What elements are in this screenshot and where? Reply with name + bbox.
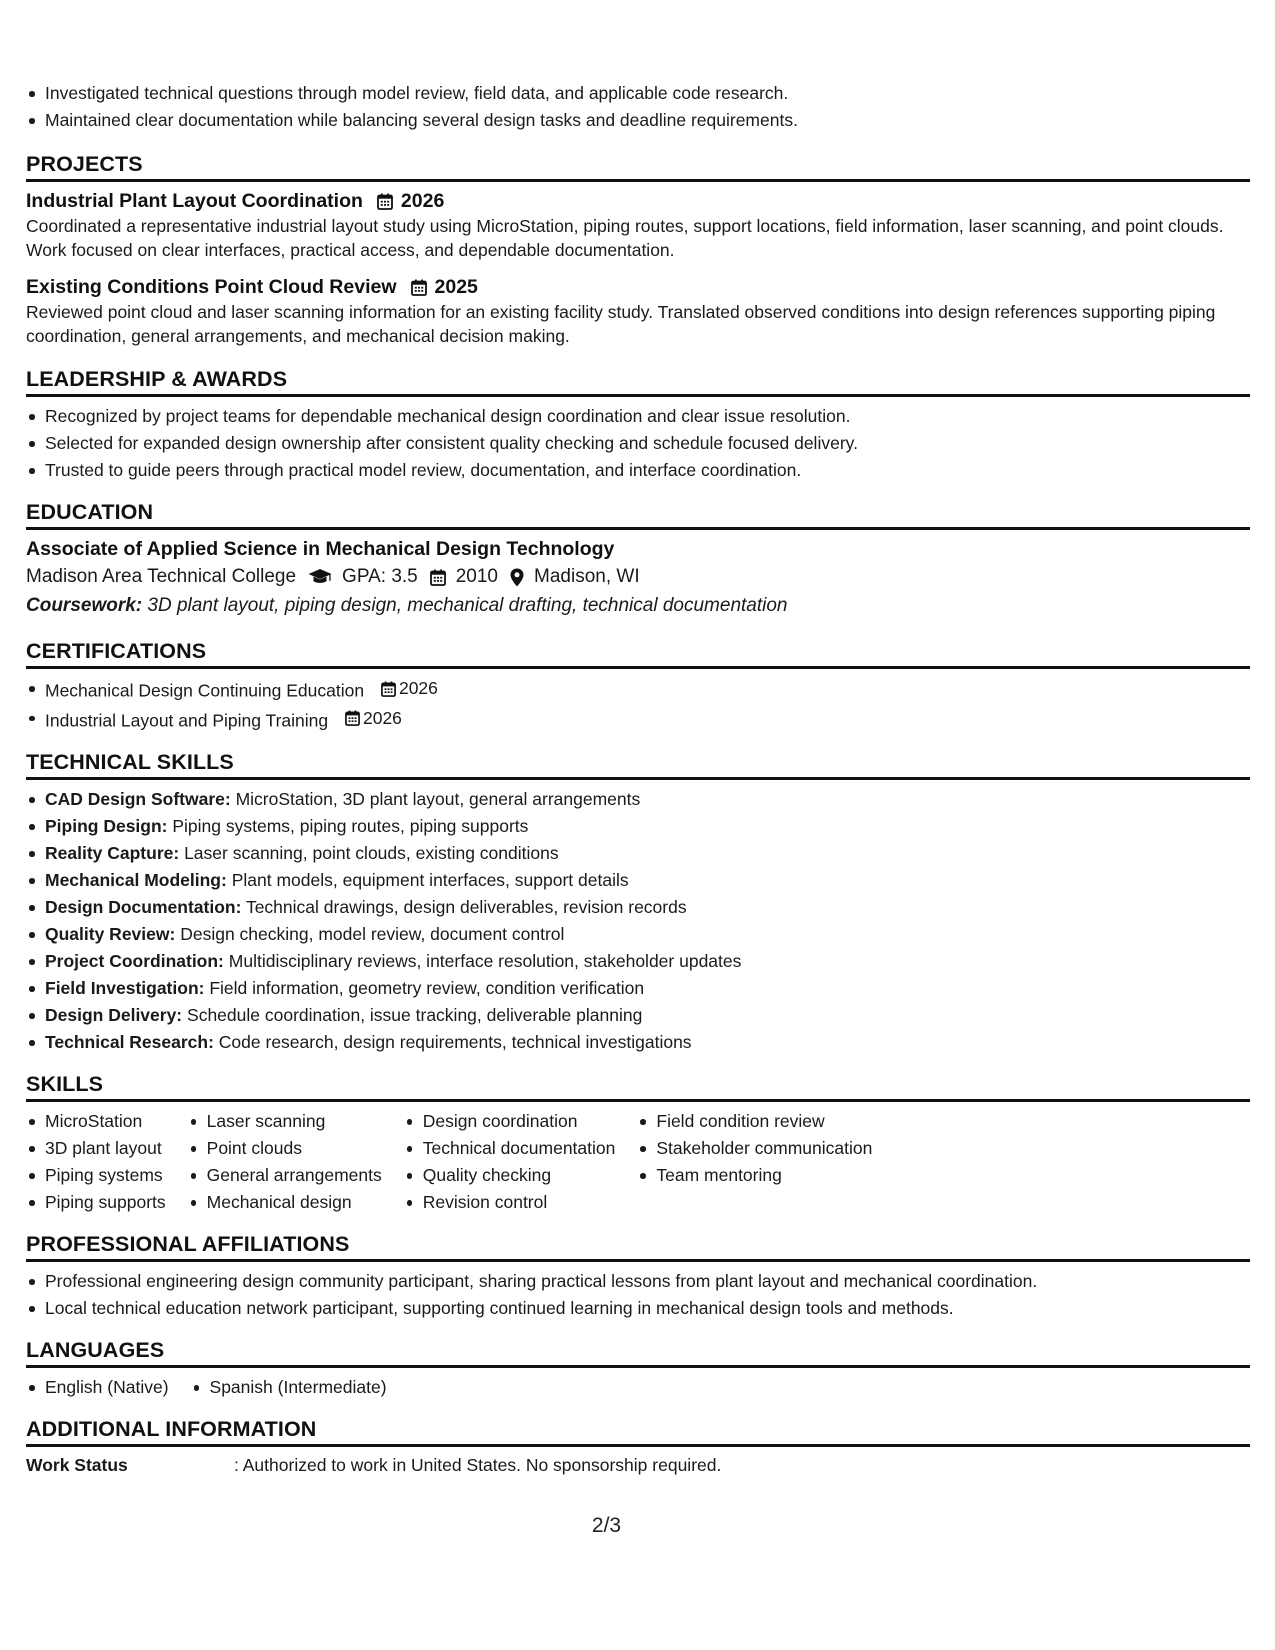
list-item: Recognized by project teams for dependable mechanical design coordination and clear issue resolution.: [26, 403, 1250, 430]
list-item: [26, 975, 1250, 1002]
list-item: 3D plant layout: [26, 1135, 166, 1162]
skill-values: Schedule coordination, issue tracking, deliverable planning: [187, 1005, 643, 1025]
list-item: Piping systems: [26, 1162, 166, 1189]
list-item: [26, 786, 1250, 813]
list-item: Field condition review: [637, 1108, 872, 1135]
coursework-list: 3D plant layout, piping design, mechanical drafting, technical documentation: [147, 595, 788, 616]
experience-bullets: [26, 80, 1250, 134]
section-heading-languages: LANGUAGES: [26, 1337, 1250, 1368]
education-section: [26, 499, 1250, 620]
list-item: Team mentoring: [637, 1162, 872, 1189]
list-item: Technical documentation: [404, 1135, 616, 1162]
list-item: MicroStation: [26, 1108, 166, 1135]
degree-title: Associate of Applied Science in Mechanical Design Technology: [26, 538, 615, 560]
additional-section: [26, 1416, 1250, 1477]
list-item: Professional engineering design community participant, sharing practical lessons from plant layout and mechanical coordination.: [26, 1268, 1250, 1295]
list-item: English (Native): [26, 1374, 169, 1401]
section-heading-additional: ADDITIONAL INFORMATION: [26, 1416, 1250, 1447]
certifications-list: [26, 675, 1250, 734]
list-item: Laser scanning: [188, 1108, 382, 1135]
section-heading-projects: PROJECTS: [26, 151, 1250, 182]
school-name: Madison Area Technical College: [26, 566, 297, 587]
certification-year: 2026: [362, 707, 402, 728]
list-item: [26, 705, 1250, 735]
list-item: Revision control: [404, 1189, 616, 1216]
list-item: [26, 894, 1250, 921]
section-heading-leadership: LEADERSHIP & AWARDS: [26, 366, 1250, 397]
skill-category: Reality Capture:: [45, 843, 180, 863]
list-item: Investigated technical questions through model review, field data, and applicable code research.: [26, 80, 1250, 107]
project-title-row: [26, 274, 1250, 300]
list-item: Quality checking: [404, 1162, 616, 1189]
list-item: [26, 921, 1250, 948]
skills-section: [26, 1071, 1250, 1216]
graduation-year: 2010: [455, 566, 499, 587]
list-item: [26, 675, 1250, 705]
calendar-icon: [411, 279, 427, 296]
project-title: Existing Conditions Point Cloud Review: [26, 276, 397, 298]
skill-values: Multidisciplinary reviews, interface resolution, stakeholder updates: [228, 951, 742, 971]
list-item: Piping supports: [26, 1189, 166, 1216]
education-details: [26, 562, 1250, 592]
list-item: [26, 867, 1250, 894]
skill-category: Project Coordination:: [45, 951, 224, 971]
certifications-section: [26, 638, 1250, 734]
school-location: Madison, WI: [534, 566, 640, 587]
skill-values: Code research, design requirements, technical investigations: [218, 1032, 692, 1052]
resume-page: [26, 80, 1250, 1477]
project-title-row: [26, 188, 1250, 214]
calendar-icon: [430, 569, 446, 586]
page-number: 2/3: [591, 1514, 622, 1537]
list-item: Local technical education network participant, supporting continued learning in mechanical design tools and methods.: [26, 1295, 1250, 1322]
section-heading-skills: SKILLS: [26, 1071, 1250, 1102]
skill-values: Technical drawings, design deliverables, revision records: [245, 897, 687, 917]
list-item: [26, 948, 1250, 975]
list-item: [26, 813, 1250, 840]
skill-category: Technical Research:: [45, 1032, 214, 1052]
languages-list: [26, 1374, 1250, 1401]
skill-values: Laser scanning, point clouds, existing conditions: [184, 843, 559, 863]
skills-column: [637, 1108, 872, 1216]
skill-values: Design checking, model review, document control: [180, 924, 565, 944]
skill-category: Design Documentation:: [45, 897, 242, 917]
leadership-list: [26, 403, 1250, 484]
gpa: GPA: 3.5: [342, 566, 418, 587]
list-item: General arrangements: [188, 1162, 382, 1189]
section-heading-affiliations: PROFESSIONAL AFFILIATIONS: [26, 1231, 1250, 1262]
affiliations-list: [26, 1268, 1250, 1322]
project-entry: [26, 274, 1250, 348]
certification-name: Mechanical Design Continuing Education: [45, 680, 365, 701]
project-title: Industrial Plant Layout Coordination: [26, 190, 363, 212]
projects-section: [26, 151, 1250, 348]
project-year: 2025: [434, 276, 478, 298]
coursework-label: Coursework:: [26, 595, 143, 616]
list-item: Point clouds: [188, 1135, 382, 1162]
list-item: Selected for expanded design ownership after consistent quality checking and schedule focused delivery.: [26, 430, 1250, 457]
skill-category: Field Investigation:: [45, 978, 205, 998]
project-description: Reviewed point cloud and laser scanning information for an existing facility study. Translated observed conditions into design references supporting piping coordination, general arrangements, and mechanical decision making.: [26, 302, 1216, 346]
affiliations-section: [26, 1231, 1250, 1322]
section-heading-certifications: CERTIFICATIONS: [26, 638, 1250, 669]
certification-date: [381, 675, 438, 702]
certification-year: 2026: [398, 678, 438, 698]
calendar-icon: [377, 193, 393, 210]
graduation-cap-icon: [308, 568, 332, 586]
list-item: [26, 840, 1250, 867]
section-heading-education: EDUCATION: [26, 499, 1250, 530]
list-item: Stakeholder communication: [637, 1135, 872, 1162]
skill-values: Field information, geometry review, condition verification: [209, 978, 645, 998]
skill-values: Plant models, equipment interfaces, support details: [231, 870, 629, 890]
calendar-icon: [345, 710, 360, 726]
list-item: [26, 1029, 1250, 1056]
map-pin-icon: [510, 568, 524, 587]
work-status-row: [26, 1453, 1250, 1477]
skill-category: Mechanical Modeling:: [45, 870, 227, 890]
skills-grid: [26, 1108, 1250, 1216]
work-status-value: : Authorized to work in United States. No sponsorship required.: [234, 1455, 722, 1475]
project-year: 2026: [400, 190, 445, 212]
skills-column: [188, 1108, 382, 1216]
skill-category: Quality Review:: [45, 924, 176, 944]
technical-skills-list: [26, 786, 1250, 1056]
certification-name: Industrial Layout and Piping Training: [45, 710, 329, 730]
certification-date: [345, 705, 402, 732]
skills-column: [404, 1108, 616, 1216]
skill-values: Piping systems, piping routes, piping supports: [172, 816, 529, 836]
list-item: Spanish (Intermediate): [191, 1374, 387, 1401]
list-item: Trusted to guide peers through practical model review, documentation, and interface coordination.: [26, 457, 1250, 484]
skill-category: CAD Design Software:: [45, 789, 231, 809]
coursework: [26, 592, 1250, 620]
skill-values: MicroStation, 3D plant layout, general arrangements: [235, 789, 641, 809]
skills-column: [26, 1108, 166, 1216]
calendar-icon: [381, 681, 396, 697]
list-item: [26, 1002, 1250, 1029]
project-entry: [26, 188, 1250, 262]
technical-skills-section: [26, 749, 1250, 1056]
languages-section: [26, 1337, 1250, 1401]
list-item: Design coordination: [404, 1108, 616, 1135]
section-heading-technical-skills: TECHNICAL SKILLS: [26, 749, 1250, 780]
leadership-section: [26, 366, 1250, 484]
list-item: Mechanical design: [188, 1189, 382, 1216]
work-status-label: Work Status: [26, 1455, 128, 1475]
list-item: Maintained clear documentation while balancing several design tasks and deadline requirements.: [26, 107, 1250, 134]
skill-category: Design Delivery:: [45, 1005, 183, 1025]
project-description: Coordinated a representative industrial layout study using MicroStation, piping routes, support locations, field information, laser scanning, and point clouds. Work focused on clear interfaces, practical access, and dependable documentation.: [26, 216, 1224, 260]
skill-category: Piping Design:: [45, 816, 168, 836]
